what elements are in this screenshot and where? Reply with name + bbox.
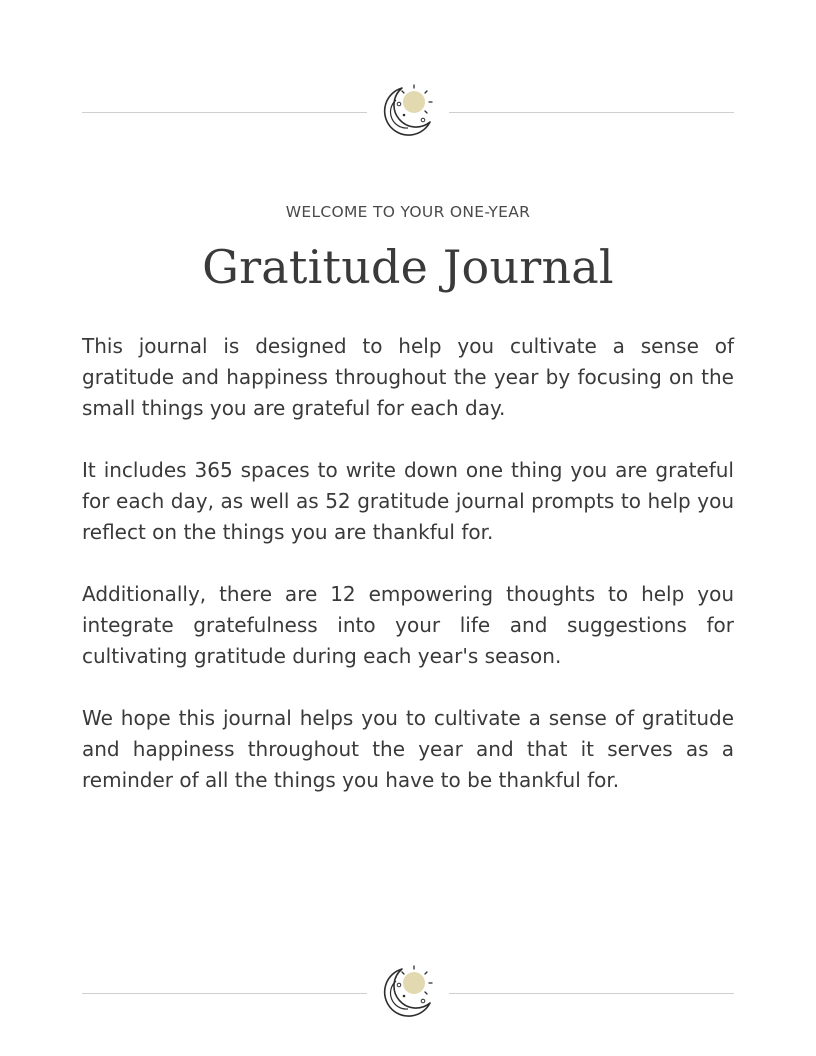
bottom-divider <box>82 963 734 1023</box>
top-divider <box>82 82 734 142</box>
divider-line-left <box>82 993 367 994</box>
paragraph-3: Additionally, there are 12 empowering thoughts to help you integrate gratefulness into your life and suggestions for cultivating gratitude during each year's season. <box>82 582 734 668</box>
divider-line-right <box>449 993 734 994</box>
divider-line-left <box>82 112 367 113</box>
paragraph-2: It includes 365 spaces to write down one thing you are grateful for each day, as well as 52 gratitude journal prompts to help you reflect on the things you are thankful for. <box>82 458 734 544</box>
moon-sun-icon <box>378 82 438 142</box>
paragraph-1: This journal is designed to help you cultivate a sense of gratitude and happiness throughout the year by focusing on the small things you are grateful for each day. <box>82 334 734 420</box>
moon-sun-icon <box>378 963 438 1023</box>
page-subtitle: WELCOME TO YOUR ONE-YEAR <box>285 203 531 221</box>
paragraph-4: We hope this journal helps you to cultivate a sense of gratitude and happiness throughout the year and that it serves as a reminder of all the things you have to be thankful for. <box>82 706 734 792</box>
divider-line-right <box>449 112 734 113</box>
intro-text <box>82 331 734 827</box>
page-title: Gratitude Journal <box>202 240 614 294</box>
